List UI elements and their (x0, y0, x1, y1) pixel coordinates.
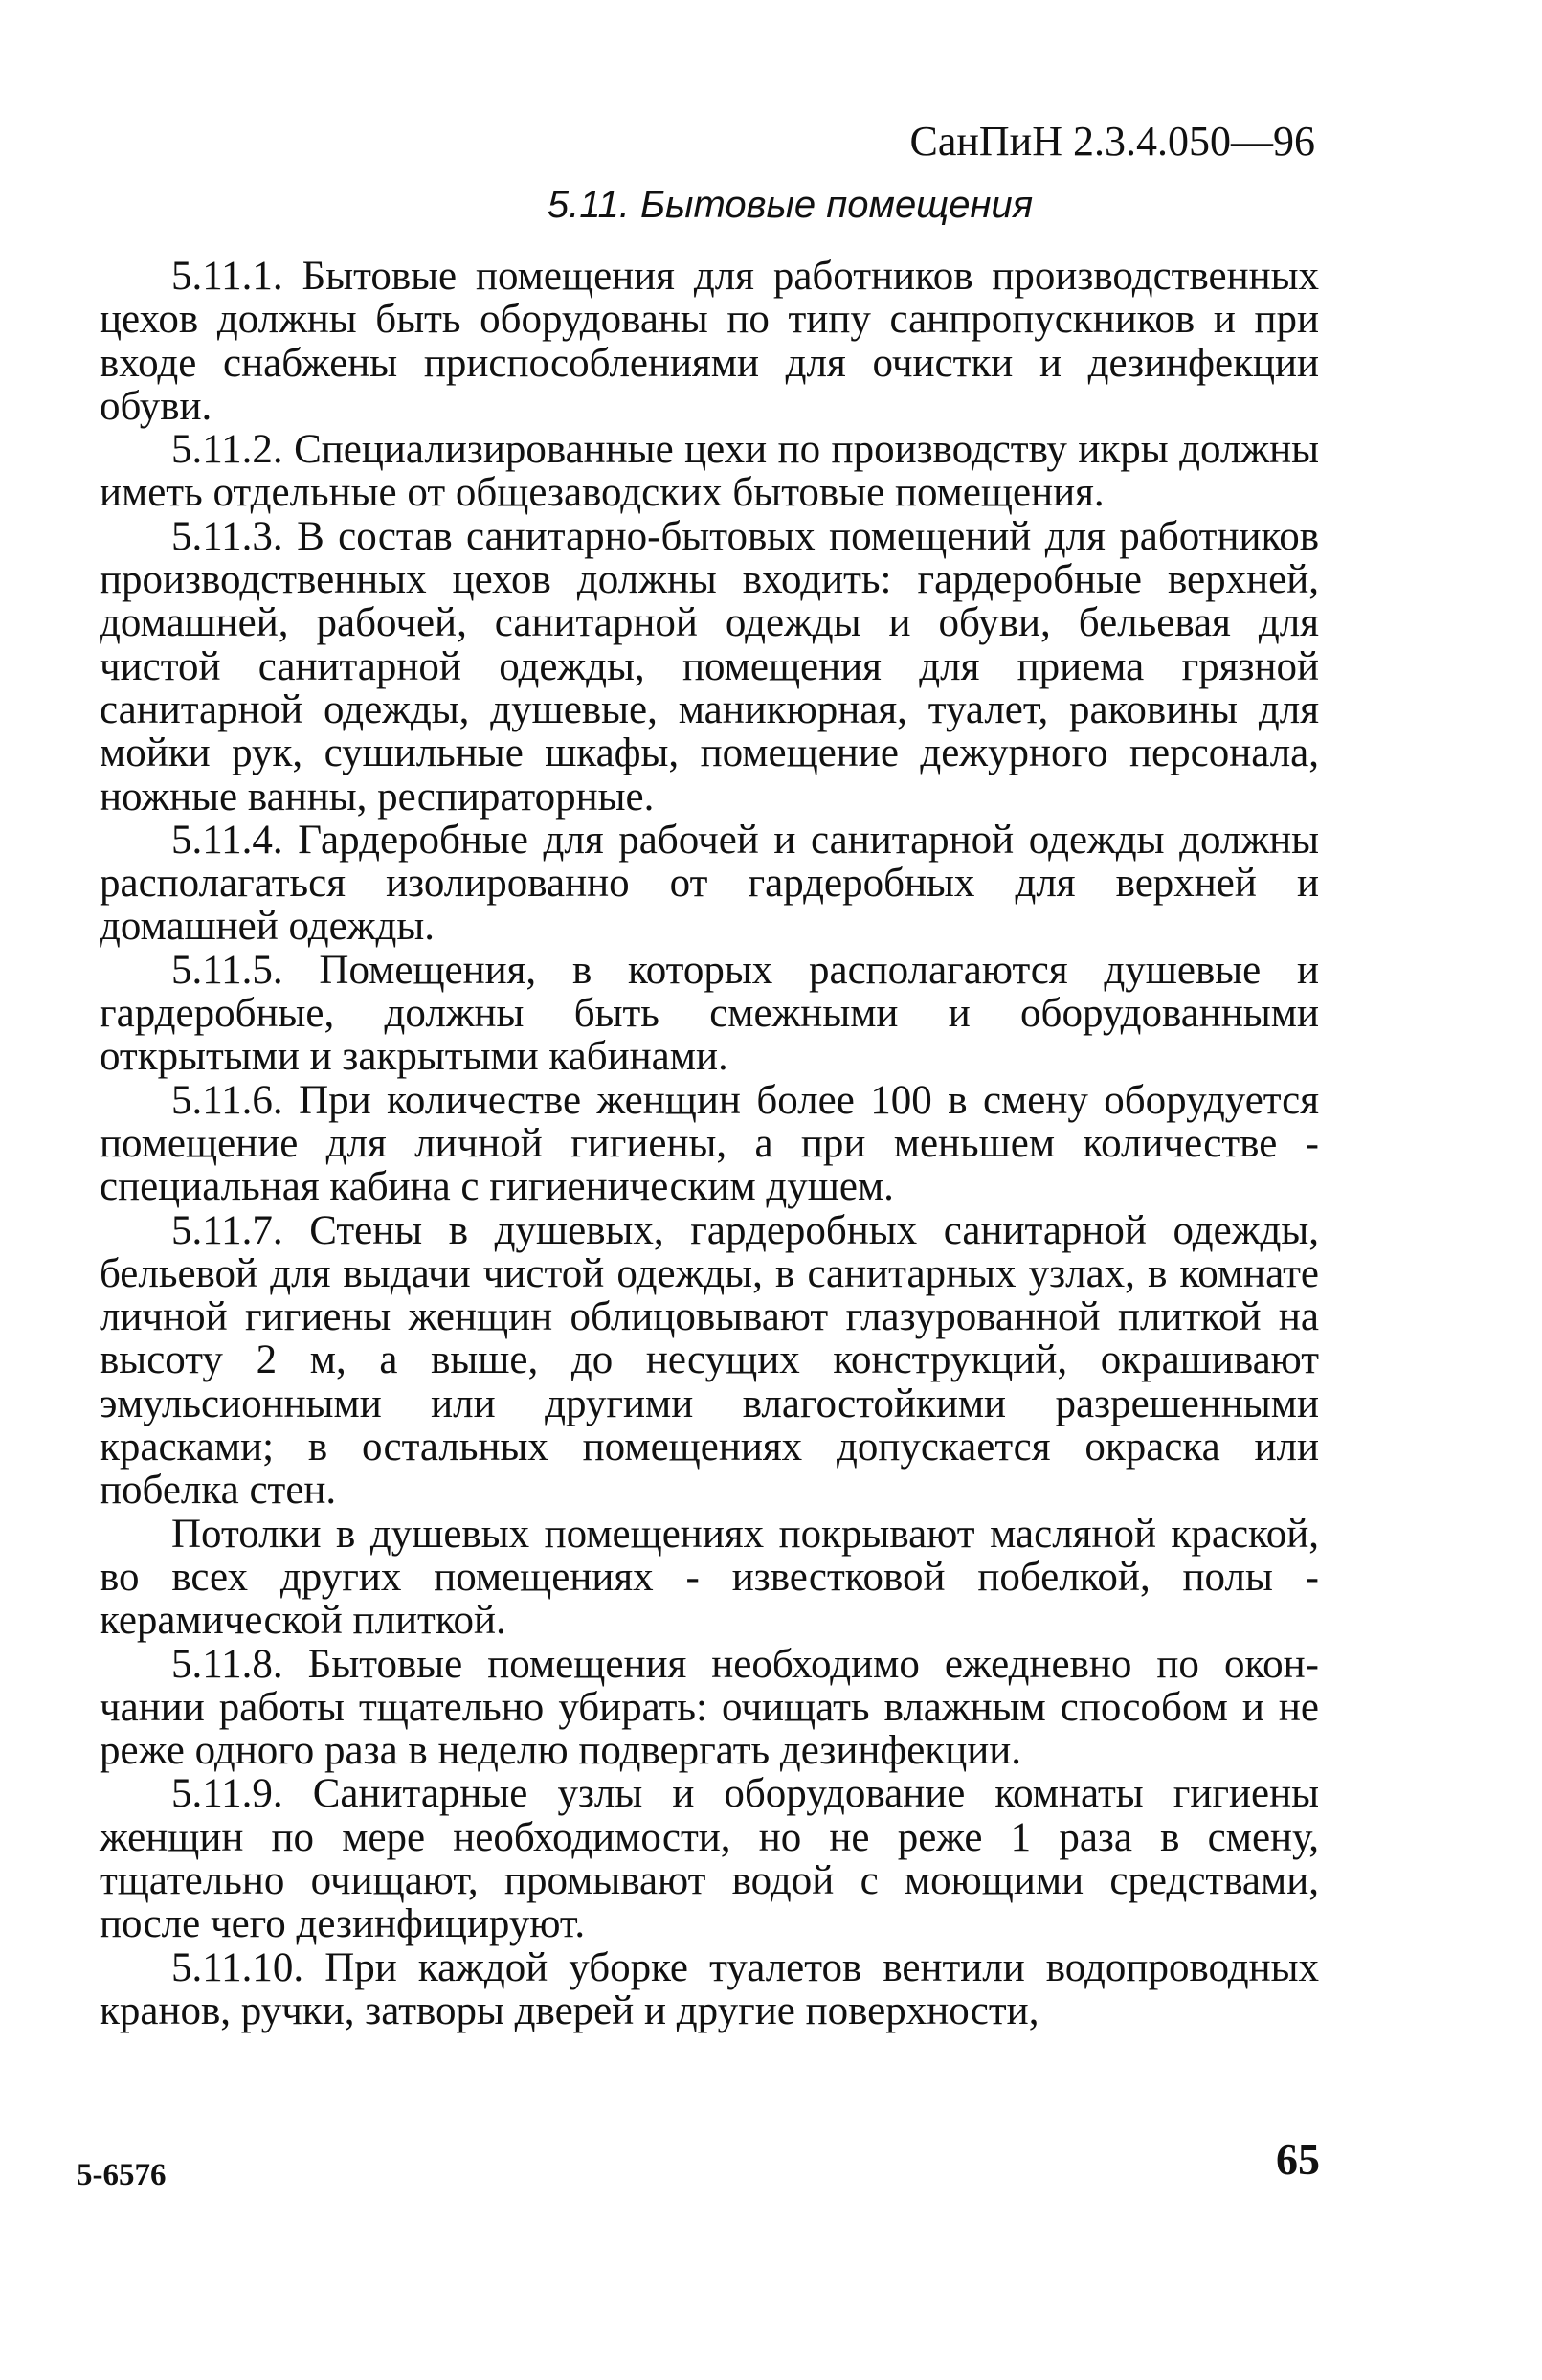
paragraph-5-11-9: 5.11.9. Санитарные узлы и оборудование комнаты гигиены женщин по мере необходимости, но не реже 1 раза в смену, тщательно очищают, промывают водой с моющими средствами, после чего дезинфицируют. (100, 1771, 1319, 1947)
paragraph-5-11-1: 5.11.1. Бытовые помещения для работников производственных цехов должны быть оборудованы по типу санпропускников и при входе снабжены приспособлениями для очистки и дезинфекции обуви. (100, 254, 1319, 429)
paragraph-5-11-8: 5.11.8. Бытовые помещения необходимо ежедневно по окончании работы тщательно убирать: очищать влажным способом и не реже одного раза в неделю подвергать дезинфекции. (100, 1641, 1319, 1774)
document-code: СанПиН 2.3.4.050—96 (909, 118, 1315, 165)
paragraph-5-11-4: 5.11.4. Гардеробные для рабочей и санитарной одежды должны располагаться изолированно от гардеробных для верхней и домашней одежды. (100, 817, 1319, 950)
paragraph-5-11-10: 5.11.10. При каждой уборке туалетов вентили водопроводных кранов, ручки, затворы дверей и другие поверхности, (100, 1944, 1319, 2033)
section-title: 5.11. Бытовые помещения (547, 184, 1034, 226)
paragraph-ceilings: Потолки в душевых помещениях покрывают масляной краской, во всех других помещениях - известковой побелкой, полы - керамической плиткой. (100, 1511, 1319, 1644)
paragraph-5-11-3: 5.11.3. В состав санитарно-бытовых помещений для работников производственных цехов должны входить: гардеробные верхней, домашней, рабочей, санитарной одежды и обуви, бельевая для чистой санитарной одежды, помещения для приема грязной санитарной одежды, душевые, маникюрная, туалет, раковины для мойки рук, сушильные шкафы, помещение дежурного персонала, ножные ванны, респираторные. (100, 513, 1319, 820)
paragraph-5-11-6: 5.11.6. При количестве женщин более 100 в смену оборудуется помещение для личной гигиены, а при меньшем количестве - специальная кабина с гигиеническим душем. (100, 1077, 1319, 1210)
paragraph-5-11-7: 5.11.7. Стены в душевых, гардеробных санитарной одежды, бельевой для выдачи чистой одежды, в санитарных узлах, в комнате личной гигиены женщин облицовывают глазурованной плиткой на высоту 2 м, а выше, до несущих конструкций, окрашивают эмульсионными или другими влагостойкими разрешенными красками; в остальных помещениях допускается окраска или побелка стен. (100, 1207, 1319, 1514)
body-text (100, 255, 1319, 2032)
page-number: 65 (1276, 2135, 1320, 2184)
paragraph-5-11-2: 5.11.2. Специализированные цехи по производству икры должны иметь отдельные от общезаводских бытовые помещения. (100, 427, 1319, 516)
print-code: 5-6576 (77, 2158, 167, 2192)
paragraph-5-11-5: 5.11.5. Помещения, в которых располагаются душевые и гардеробные, должны быть смежными и оборудованными открытыми и закрытыми кабинами. (100, 947, 1319, 1080)
